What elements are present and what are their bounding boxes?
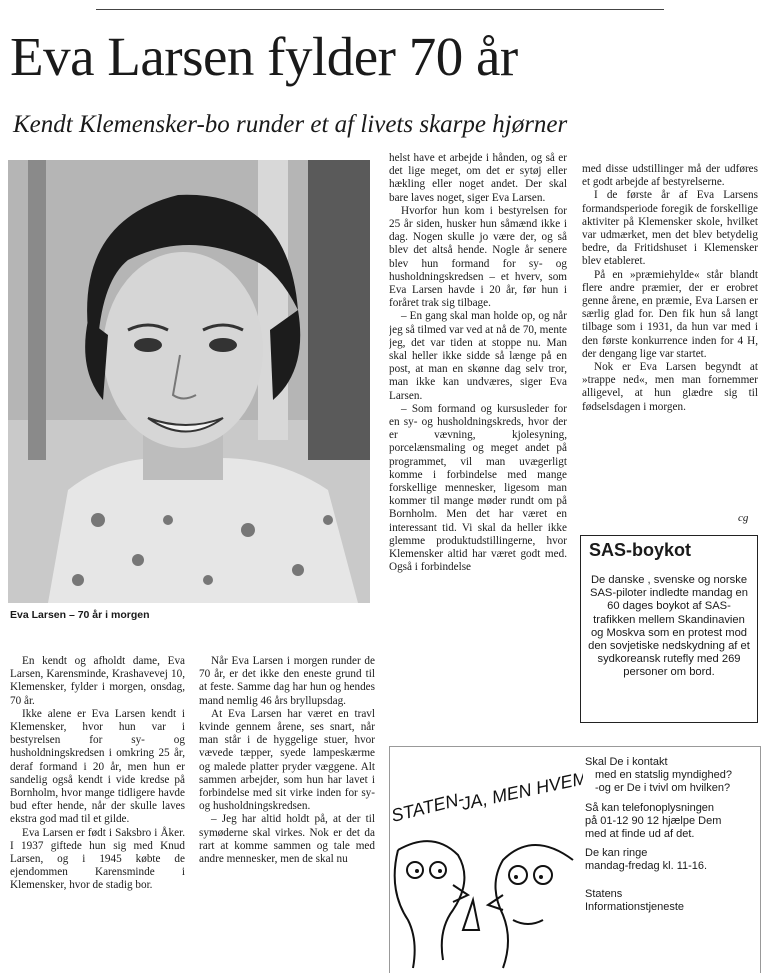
ad-hours (585, 847, 757, 873)
top-rule (96, 9, 664, 10)
article-column-2 (199, 655, 375, 973)
ad-line: mandag-fredag kl. 11-16. (585, 860, 708, 873)
paragraph: Ikke alene er Eva Larsen kendt i Klemensker, hvor hun var i bestyrelsen for sy- og husholdningskredsen i omkring 25 år, deraf formand i 20 år, men hun er sandelig også kendt i vide kredse på Bornholm, hvor mange tidligere havde bud efter hende, når der skulle laves ekstra god mad til et gilde. (10, 707, 185, 826)
paragraph: At Eva Larsen har været en travl kvinde gennem årene, ses snart, når man står i de hyggelige stuer, hvor vævede tæpper, syede lampeskærme og malede platter pryder væggene. Alt sammen arbejder, som hun har lavet i forbindelse med sit virke inden for sy- og husholdningskredsen. (199, 707, 375, 813)
paragraph: – Jeg har altid holdt på, at der til symøderne skal virkes. Nok er det da rart at komme sammen og tale med andre mennesker, men de skal nu (199, 813, 375, 866)
paragraph: Hvorfor hun kom i bestyrelsen for 25 år siden, husker hun såmænd ikke i dag. Nogen skulle jo være der, og så blev det altså hende. Nogle år senere blev hun formand for sy- og husholdningskredsen – et hverv, som Eva Larsen havde i 20 år, før hun i foråret trak sig tilbage. (389, 204, 567, 310)
cartoon-illustration (393, 770, 583, 970)
sas-box-title: SAS-boykot (589, 540, 692, 560)
ad-line: De kan ringe (585, 847, 648, 860)
paragraph: – En gang skal man holde op, og når jeg så tilmed var ved at nå de 70, mente jeg, det var tiden at stoppe nu. Man skal heller ikke sidde så længe på en post, at man en skønne dag selv tror, man ikke kan undværes, siger Eva Larsen. (389, 310, 567, 402)
paragraph: helst have et arbejde i hånden, og så er det lige meget, om det er sytøj eller hækling eller noget andet. Der skal bare laves noget, siger Eva Larsen. (389, 152, 567, 204)
ad-line: -og er De i tvivl om hvilken? (595, 782, 731, 795)
sas-boykot-box (580, 535, 758, 723)
paragraph: med disse udstillinger må der udføres et godt arbejde af bestyrelserne. (582, 163, 758, 189)
article-column-4 (582, 163, 758, 523)
cartoon-text-staten: STATEN- (393, 788, 467, 826)
ad-line: med at finde ud af det. (585, 828, 695, 841)
paragraph: I de første år af Eva Larsens formandsperiode foregik de forskellige aktiviter på Klemensker skole, hvilket var udmærket, men det blev betydelig bedre, da Fritidshuset i Klemensker blev etableret. (582, 189, 758, 268)
paragraph: – Som formand og kursusleder for en sy- og husholdningskreds, hvor der er vævning, kjolesyning, porcelænsmaling og meget andet på programmet, vil man uvægerligt komme i forbindelse med mange forskellige mennesker, ligesom man kommer til mange møder rundt om på Bornholm. Men det har været en interessant tid. Vi skal da heller ikke glemme produktudstillingerne, hvor Klemensker altid har været godt med. Også i forbindelse (389, 402, 567, 574)
sas-box-text: De danske , svenske og norske SAS-piloter indledte mandag en 60 dages boykot af SAS-trafikken mellem Skandinavien og Moskva som en protest mod den sovjetiske nedskydning af et sydkoreansk rutefly med 269 personer om bord. (588, 574, 750, 679)
paragraph: På en »præmiehylde« står blandt flere andre præmier, der er erobret genne årene, en præmie, Eva Larsen er særlig glad for. Den fik hun så langt tilbage som i 1931, da hun var med i den første konkurrence inden for 4 H, der dengang lige var startet. (582, 268, 758, 360)
author-signature: cg (738, 512, 749, 524)
paragraph: Nok er Eva Larsen begyndt at »trappe ned«, men man fornemmer alligevel, at hun glædre sig til fødselsdagen i morgen. (582, 361, 758, 413)
cartoon-text-ja-men-hvem: JA, MEN HVEM (459, 770, 583, 814)
paragraph: Når Eva Larsen i morgen runder de 70 år, er det ikke den eneste grund til at feste. Samme dag har hun og hendes mand nemlig 46 års bryllupsdag. (199, 655, 375, 707)
subheadline: Kendt Klemensker-bo runder et af livets skarpe hjørner (13, 111, 568, 138)
ad-line: Statens (585, 887, 623, 900)
headline: Eva Larsen fylder 70 år (10, 26, 518, 87)
ad-line: på 01-12 90 12 hjælpe Dem (585, 814, 722, 827)
ad-organization (585, 888, 757, 914)
ad-phone-info (585, 802, 757, 842)
ad-text-block (585, 756, 757, 920)
paragraph: Eva Larsen er født i Saksbro i Åker. I 1937 giftede hun sig med Knud Larsen, og i 1945 købte de ejendommen Karensminde i Klemensker, hvor de stadig bor. (10, 826, 185, 892)
ad-line: med en statslig myndighed? (595, 769, 732, 782)
paragraph: En kendt og afholdt dame, Eva Larsen, Karensminde, Krashavevej 10, Klemensker, fylder i morgen, onsdag, 70 år. (10, 655, 185, 707)
ad-line: Informationstjeneste (585, 900, 685, 913)
ad-line: Skal De i kontakt (585, 756, 668, 768)
photo-caption: Eva Larsen – 70 år i morgen (10, 609, 150, 621)
ad-line: Så kan telefonoplysningen (585, 801, 715, 814)
ad-question (585, 756, 757, 796)
article-column-1 (10, 655, 185, 973)
portrait-photo (8, 160, 370, 603)
